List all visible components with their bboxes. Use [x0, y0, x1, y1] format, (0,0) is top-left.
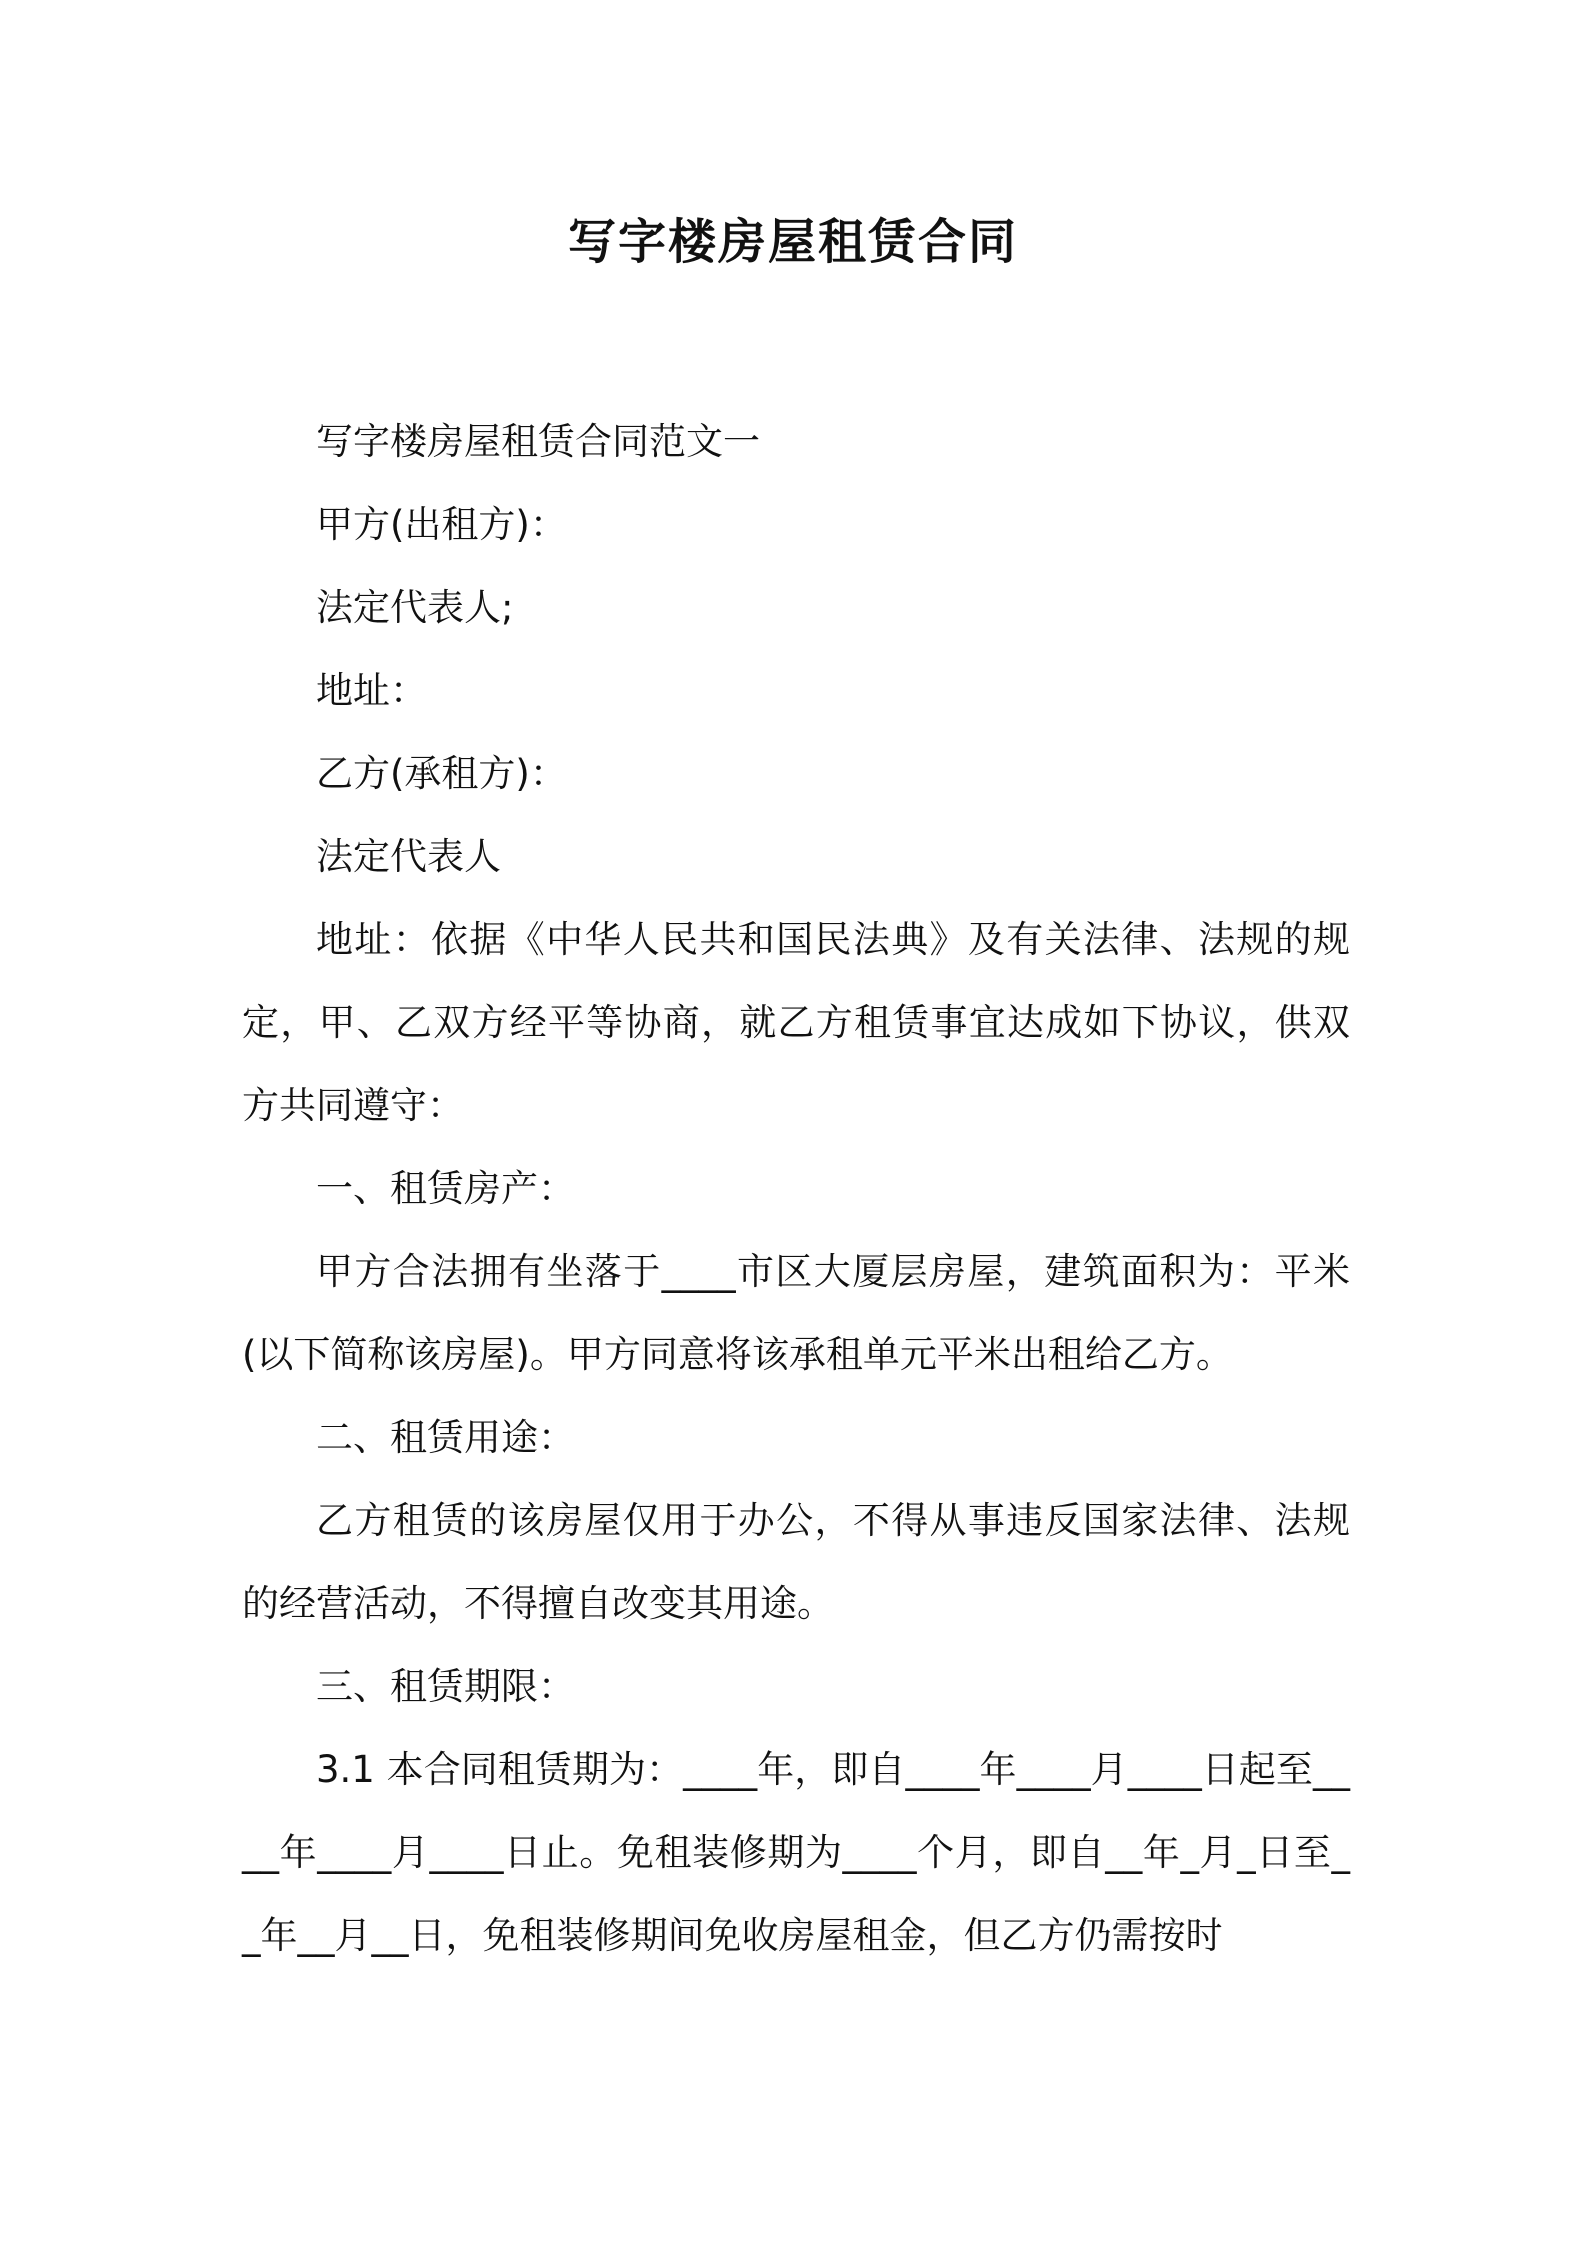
section-heading-lease-term: 三、租赁期限： — [316, 1665, 575, 1708]
paragraph-subtitle: 写字楼房屋租赁合同范文一 — [316, 420, 760, 463]
paragraph-lease-term: 3.1 本合同租赁期为：____年，即自____年____月____日起至____年____月____日止。免租装修期为____个月，即自__年_月_日至__年__月__日，免租装修期间免收房屋租金，但乙方仍需按时 — [242, 1748, 1350, 1957]
paragraph-party-a: 甲方(出租方)： — [316, 503, 567, 546]
paragraph-leased-property: 甲方合法拥有坐落于____市区大厦层房屋，建筑面积为：平米(以下简称该房屋)。甲方同意将该承租单元平米出租给乙方。 — [242, 1250, 1350, 1376]
paragraph-party-a-representative: 法定代表人; — [316, 586, 514, 629]
document-body — [242, 400, 1350, 1977]
paragraph-party-b-representative: 法定代表人 — [316, 835, 501, 878]
paragraph-party-b: 乙方(承租方)： — [316, 752, 567, 795]
section-heading-leased-property: 一、租赁房产： — [316, 1167, 575, 1210]
section-heading-lease-purpose: 二、租赁用途： — [316, 1416, 575, 1459]
paragraph-lease-purpose: 乙方租赁的该房屋仅用于办公，不得从事违反国家法律、法规的经营活动，不得擅自改变其用途。 — [242, 1499, 1350, 1625]
paragraph-party-b-address-preamble: 地址：依据《中华人民共和国民法典》及有关法律、法规的规定，甲、乙双方经平等协商，就乙方租赁事宜达成如下协议，供双方共同遵守： — [242, 918, 1350, 1127]
document-title: 写字楼房屋租赁合同 — [567, 214, 1018, 270]
paragraph-party-a-address: 地址： — [316, 669, 427, 712]
